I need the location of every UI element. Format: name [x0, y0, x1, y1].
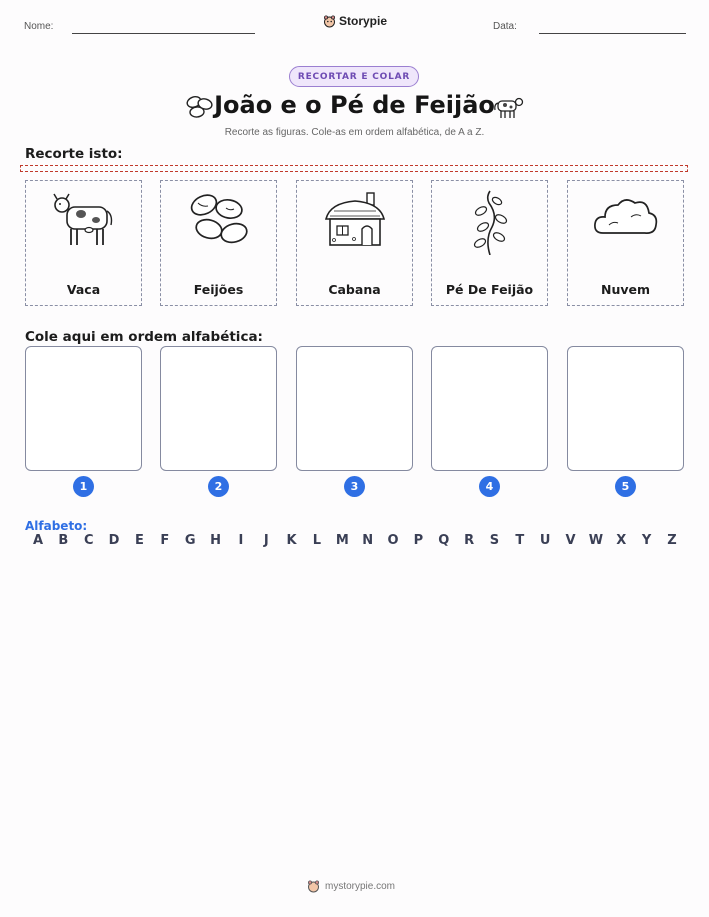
alphabet-letter: X [616, 533, 627, 548]
alphabet-letter: J [263, 533, 269, 548]
cut-card-nuvem[interactable] [567, 180, 684, 306]
alphabet-letter: F [160, 533, 170, 548]
alphabet-letter: P [413, 533, 424, 548]
date-label: Data: [493, 21, 517, 32]
name-line [72, 33, 255, 34]
alphabet-letter: Y [641, 533, 652, 548]
instructions-text: Recorte as figuras. Cole-as em ordem alfabética, de A a Z. [224, 127, 485, 138]
alphabet-letter: R [464, 533, 475, 548]
alphabet-letter: Q [438, 533, 450, 548]
alphabet-row [0, 533, 709, 551]
date-line [539, 33, 686, 34]
cut-card-label: Cabana [328, 282, 381, 297]
paste-box-3[interactable] [296, 346, 413, 471]
alphabet-letter: G [184, 533, 196, 548]
cut-card-vaca[interactable] [25, 180, 142, 306]
brand-name: Storypie [339, 14, 388, 28]
alphabet-letter: D [108, 533, 120, 548]
cut-card-label: Nuvem [600, 282, 650, 297]
alphabet-letter: B [58, 533, 69, 548]
cut-section-label: Recorte isto: [25, 146, 123, 162]
alphabet-label: Alfabeto: [25, 519, 88, 533]
cut-card-label: Pé De Feijão [445, 282, 534, 297]
alphabet-letter: W [588, 533, 604, 548]
slot-number-1: 1 [73, 476, 94, 497]
slot-number-5: 5 [615, 476, 636, 497]
alphabet-letter: U [539, 533, 551, 548]
alphabet-letter: Z [667, 533, 677, 548]
cow-title-icon [492, 94, 524, 120]
footer-url: mystorypie.com [325, 881, 396, 892]
brand-logo [323, 14, 387, 28]
paste-section-label: Cole aqui em ordem alfabética: [25, 329, 263, 345]
slot-number-2: 2 [208, 476, 229, 497]
alphabet-letter: T [515, 533, 525, 548]
cloud-icon [591, 189, 661, 251]
alphabet-letter: L [312, 533, 322, 548]
worksheet-header [0, 0, 709, 40]
cut-line [20, 165, 688, 172]
alphabet-letter: K [286, 533, 297, 548]
cottage-icon [320, 189, 390, 251]
paste-box-5[interactable] [567, 346, 684, 471]
slot-number-3: 3 [344, 476, 365, 497]
cut-card-feijoes[interactable] [160, 180, 277, 306]
cow-icon [49, 189, 119, 251]
alphabet-letter: A [32, 533, 44, 548]
alphabet-letter: I [238, 533, 244, 548]
paste-box-4[interactable] [431, 346, 548, 471]
slot-number-4: 4 [479, 476, 500, 497]
beans-icon [184, 189, 254, 251]
alphabet-letter: H [210, 533, 221, 548]
alphabet-letter: E [134, 533, 144, 548]
cut-card-pe-de-feijao[interactable] [431, 180, 548, 306]
storypie-mascot-icon [323, 15, 336, 28]
footer [307, 880, 395, 893]
cut-card-label: Feijões [193, 282, 244, 297]
beanstalk-icon [455, 189, 525, 255]
paste-box-1[interactable] [25, 346, 142, 471]
alphabet-letter: O [387, 533, 399, 548]
paste-box-2[interactable] [160, 346, 277, 471]
alphabet-letter: S [489, 533, 500, 548]
name-label: Nome: [24, 21, 54, 32]
page-title: João e o Pé de Feijão [214, 91, 495, 119]
cut-card-label: Vaca [66, 282, 101, 297]
alphabet-letter: N [362, 533, 374, 548]
cut-card-cabana[interactable] [296, 180, 413, 306]
storypie-mascot-icon [307, 880, 320, 893]
alphabet-letter: V [565, 533, 576, 548]
alphabet-letter: M [335, 533, 349, 548]
activity-badge: RECORTAR E COLAR [289, 66, 419, 87]
alphabet-letter: C [83, 533, 94, 548]
